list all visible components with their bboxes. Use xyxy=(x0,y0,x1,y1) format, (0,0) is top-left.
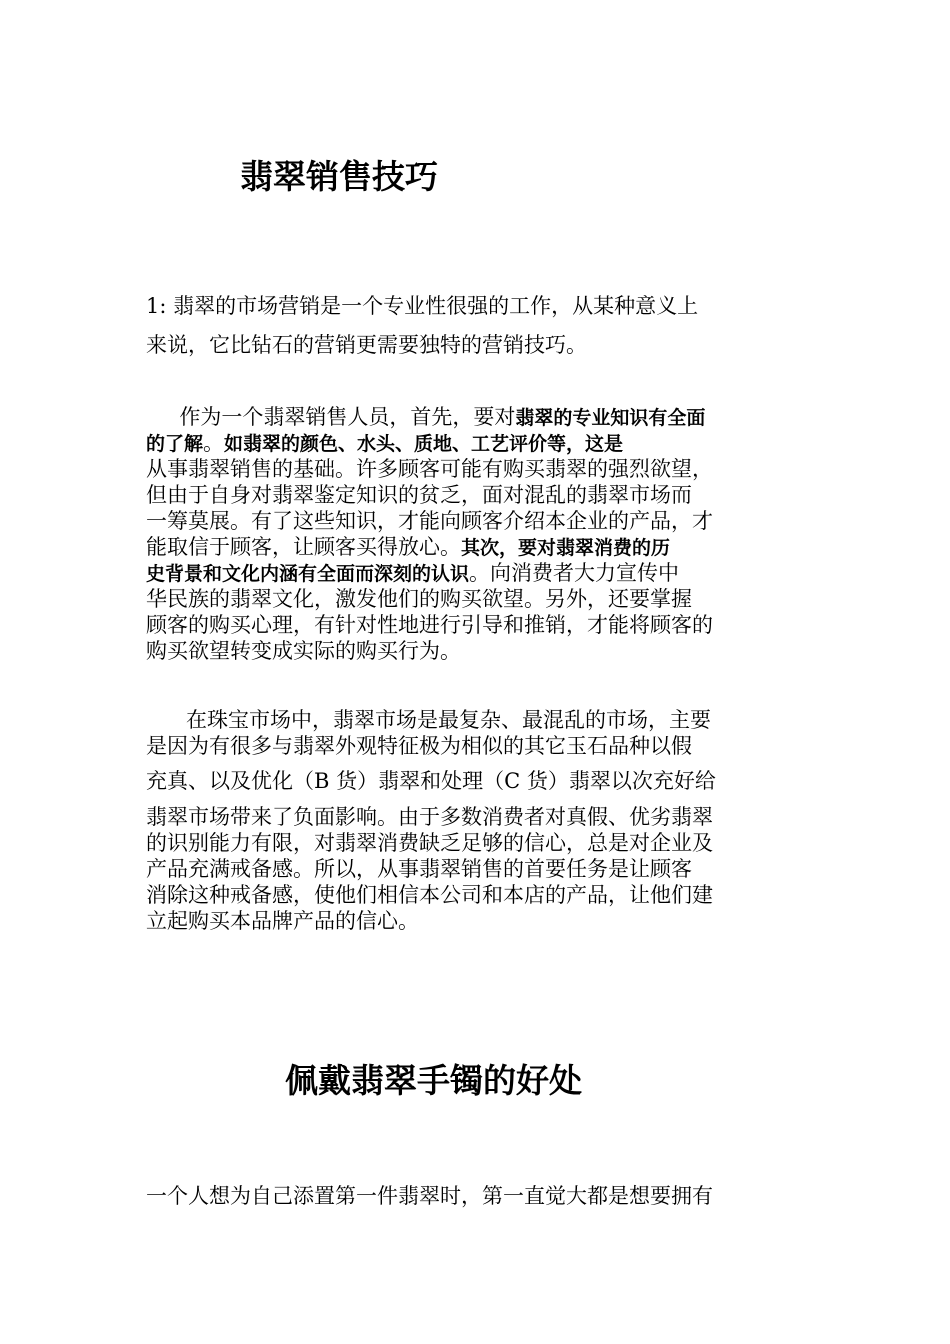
paragraph-2-line-4: 但由于自身对翡翠鉴定知识的贫乏，面对混乱的翡翠市场而 xyxy=(146,483,692,507)
paragraph-2-line-5: 一筹莫展。有了这些知识，才能向顾客介绍本企业的产品，才 xyxy=(146,509,713,533)
paragraph-3-line-8: 立起购买本品牌产品的信心。 xyxy=(146,909,419,933)
paragraph-3-line-2: 是因为有很多与翡翠外观特征极为相似的其它玉石品种以假 xyxy=(146,734,692,758)
paragraph-1-line-2: 来说，它比钻石的营销更需要独特的营销技巧。 xyxy=(146,333,587,357)
paragraph-2-line-1: 作为一个翡翠销售人员，首先，要对翡翠的专业知识有全面 xyxy=(146,405,706,429)
paragraph-3-line-6: 产品充满戒备感。所以，从事翡翠销售的首要任务是让顾客 xyxy=(146,857,692,881)
paragraph-4-line-1: 一个人想为自己添置第一件翡翠时，第一直觉大都是想要拥有 xyxy=(146,1184,713,1208)
paragraph-3-line-3: 充真、以及优化（B 货）翡翠和处理（C 货）翡翠以次充好给 xyxy=(146,769,716,793)
paragraph-2-line-10: 购买欲望转变成实际的购买行为。 xyxy=(146,639,461,663)
paragraph-2-line-6: 能取信于顾客，让顾客买得放心。其次，要对翡翠消费的历 xyxy=(146,535,671,559)
paragraph-2-line-7: 史背景和文化内涵有全面而深刻的认识。向消费者大力宣传中 xyxy=(146,561,680,585)
paragraph-1-line-1: 1: 翡翠的市场营销是一个专业性很强的工作，从某种意义上 xyxy=(146,294,699,318)
paragraph-2-line-3: 从事翡翠销售的基础。许多顾客可能有购买翡翠的强烈欲望， xyxy=(146,457,713,481)
paragraph-2-line-9: 顾客的购买心理，有针对性地进行引导和推销，才能将顾客的 xyxy=(146,613,713,637)
paragraph-2-line-8: 华民族的翡翠文化，激发他们的购买欲望。另外，还要掌握 xyxy=(146,587,692,611)
title-jade-bangle-benefits: 佩戴翡翠手镯的好处 xyxy=(285,1061,582,1100)
title-jade-sales-skills: 翡翠销售技巧 xyxy=(240,157,438,196)
paragraph-2-line-2: 的了解。如翡翠的颜色、水头、质地、工艺评价等，这是 xyxy=(146,431,624,455)
paragraph-3-line-1: 在珠宝市场中，翡翠市场是最复杂、最混乱的市场，主要 xyxy=(146,708,712,732)
paragraph-3-line-5: 的识别能力有限，对翡翠消费缺乏足够的信心，总是对企业及 xyxy=(146,831,713,855)
paragraph-3-line-7: 消除这种戒备感，使他们相信本公司和本店的产品，让他们建 xyxy=(146,883,713,907)
paragraph-3-line-4: 翡翠市场带来了负面影响。由于多数消费者对真假、优劣翡翠 xyxy=(146,805,713,829)
